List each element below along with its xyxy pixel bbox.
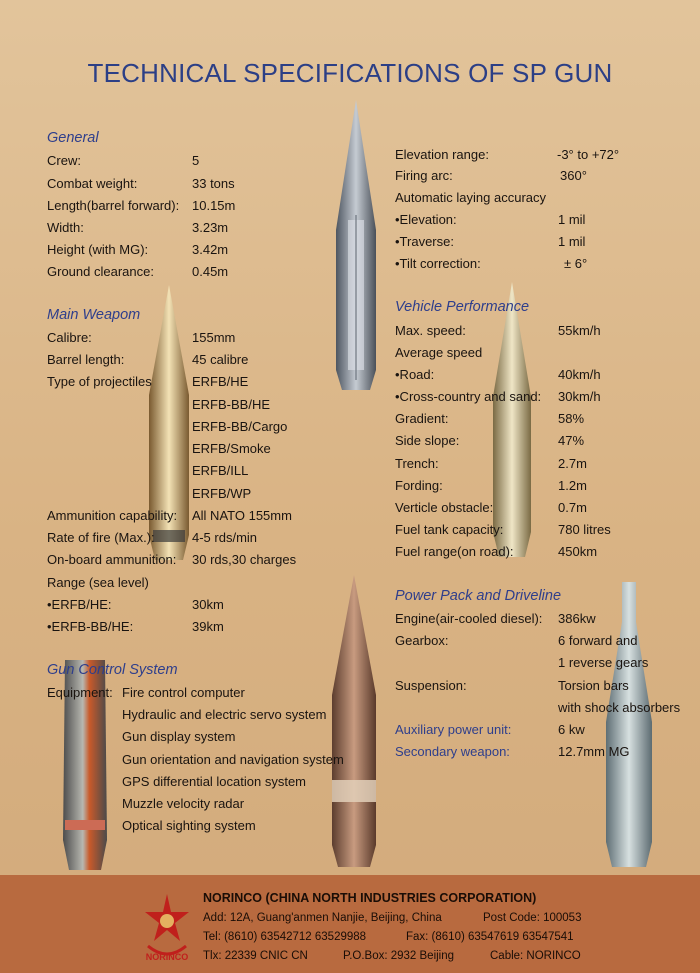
equipment-item: Hydraulic and electric servo system [122,707,327,722]
projectile-bottom-center [324,575,384,867]
equipment-item: Gun display system [122,729,236,744]
equipment-item: Fire control computer [122,685,245,700]
general-heading: General [47,130,99,146]
equipment-label: Equipment: [47,685,113,700]
logo-text: NORINCO [145,952,189,962]
equipment-item: Muzzle velocity radar [122,796,245,811]
vehicle-heading: Vehicle Performance [395,299,530,315]
equipment-item: GPS differential location system [122,774,307,789]
gearbox-line-2: 1 reverse gears [558,655,649,670]
gun-control-heading: Gun Control System [47,662,178,678]
projectile-item: ERFB-BB/HE [192,397,271,412]
suspension-line-2: with shock absorbers [558,700,681,715]
main-weapon-heading: Main Weapom [47,307,141,323]
laying-accuracy-label: Automatic laying accuracy [395,190,547,205]
page-title: TECHNICAL SPECIFICATIONS OF SP GUN [87,58,613,88]
page: TECHNICAL SPECIFICATIONS OF SP GUN General Crew: 5 Combat weight: 33 tons Length(barrel forward): 10.15m Width: 3.23m Height (with MG): 3.42m Ground clearance: 0.45m Main Weapom Calibre: 155mm Barrel length: 45 calibre Type of projectiles ERFB/HE ERFB-BB/HE ERFB-BB/Cargo ERFB/Smoke ERFB/ILL ERFB/WP Ammunition capability: All NATO 155mm Rate of fire (Max.): 4-5 rds/min On-board ammunition: 30 rds,30 charges Range (sea level) •ERFB/HE: 30km •ERFB-BB/HE: 39km Gun Control System Equipment: Fire control computer Hydraulic and electric servo system Gun display system Gun orientation and navigation system GPS differential location system Muzzle velocity radar Optical sighting system Elevation range: -3° to +72° Firing arc: 360° Automatic laying accuracy •Elevation: 1 mil •Traverse: 1 mil •Tilt correction: ± 6° Vehicle Performance Max. speed: 55km/h Average speed •Road: 40km/h •Cross-country and sand: 30km/h Gradient: 58% Side slope: 47% Trench: 2.7m Fording: 1.2m Verticle obstacle: 0.7m Fuel tank capacity: 780 litres Fuel range(on road): 450km Power Pack and Driveline Engine(air-cooled diesel): 386kw Gearbox: 6 forward and 1 reverse gears Suspension: Torsion bars with shock absorbers Auxiliary power unit: 6 kw Secondary weapon: 12.7mm MG NORINCO NORINCO (CHINA NORTH INDUSTRIES CORPORATION) Add: 12A, Guang'anmen Nanjie, Beijing, China Post Code: 100053 Tel: (8610) 63542712 63529988 Fax: (8610) 63547619 63547541 Tlx: 22339 CNIC CN P.O.Box: 2932 Beijing Cable: NORINCO [0,0,700,973]
projectile-item: ERFB-BB/Cargo [192,419,288,434]
power-heading: Power Pack and Driveline [395,588,562,604]
norinco-logo [140,890,194,968]
projectile-right-lower [600,582,658,867]
equipment-item: Gun orientation and navigation system [122,752,344,767]
projectile-item: ERFB/ILL [192,463,249,478]
avg-speed-label: Average speed [395,345,483,360]
company-name: NORINCO (CHINA NORTH INDUSTRIES CORPORATION) [203,891,537,905]
range-label: Range (sea level) [47,575,149,590]
projectile-top-center [332,100,380,390]
equipment-item: Optical sighting system [122,818,256,833]
projectile-item: ERFB/Smoke [192,441,271,456]
projectile-item: ERFB/WP [192,486,252,501]
projectile-right-middle [487,282,537,557]
